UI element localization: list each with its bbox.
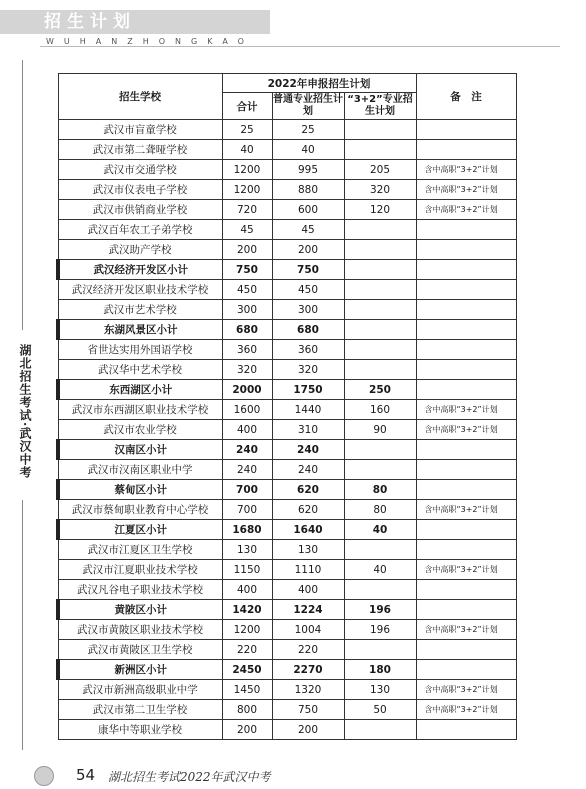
note-cell <box>416 720 516 740</box>
total-cell: 700 <box>222 500 272 520</box>
section-title: 招生计划 <box>44 12 136 32</box>
plan32-cell <box>344 460 416 480</box>
regular-cell: 450 <box>272 280 344 300</box>
header-note: 备 注 <box>416 74 516 120</box>
plan32-cell <box>344 220 416 240</box>
regular-cell: 200 <box>272 720 344 740</box>
total-cell: 240 <box>222 440 272 460</box>
note-cell: 含中高职“3+2”计划 <box>416 500 516 520</box>
table-row <box>58 640 516 660</box>
plan32-cell: 80 <box>344 500 416 520</box>
plan32-cell <box>344 580 416 600</box>
regular-cell: 130 <box>272 540 344 560</box>
header-divider <box>40 46 560 47</box>
total-cell: 200 <box>222 720 272 740</box>
regular-cell: 40 <box>272 140 344 160</box>
regular-cell: 360 <box>272 340 344 360</box>
table-row <box>58 280 516 300</box>
school-cell: 武汉市仪表电子学校 <box>58 180 222 200</box>
school-cell: 武汉市蔡甸职业教育中心学校 <box>58 500 222 520</box>
table-body <box>58 120 516 740</box>
plan32-cell <box>344 240 416 260</box>
table-row <box>58 520 516 540</box>
table-row <box>58 180 516 200</box>
school-cell: 武汉市艺术学校 <box>58 300 222 320</box>
school-cell: 蔡甸区小计 <box>58 480 222 500</box>
note-cell <box>416 540 516 560</box>
table-row <box>58 460 516 480</box>
regular-cell: 240 <box>272 460 344 480</box>
school-cell: 武汉华中艺术学校 <box>58 360 222 380</box>
school-cell: 武汉经济开发区职业技术学校 <box>58 280 222 300</box>
plan32-cell: 250 <box>344 380 416 400</box>
note-cell: 含中高职“3+2”计划 <box>416 200 516 220</box>
note-cell <box>416 600 516 620</box>
plan32-cell <box>344 120 416 140</box>
total-cell: 360 <box>222 340 272 360</box>
school-cell: 武汉市交通学校 <box>58 160 222 180</box>
header-32-plan: “3+2”专业招生计划 <box>344 93 416 120</box>
plan32-cell: 196 <box>344 600 416 620</box>
plan32-cell <box>344 280 416 300</box>
plan32-cell: 50 <box>344 700 416 720</box>
school-cell: 武汉市供销商业学校 <box>58 200 222 220</box>
total-cell: 300 <box>222 300 272 320</box>
note-cell <box>416 340 516 360</box>
regular-cell: 240 <box>272 440 344 460</box>
regular-cell: 620 <box>272 480 344 500</box>
total-cell: 1600 <box>222 400 272 420</box>
plan32-cell: 196 <box>344 620 416 640</box>
regular-cell: 1640 <box>272 520 344 540</box>
note-cell <box>416 320 516 340</box>
note-cell: 含中高职“3+2”计划 <box>416 180 516 200</box>
note-cell <box>416 220 516 240</box>
school-cell: 武汉市农业学校 <box>58 420 222 440</box>
side-caption: 湖北招生考试·武汉中考 <box>18 344 32 480</box>
table-row <box>58 480 516 500</box>
table-row <box>58 440 516 460</box>
plan32-cell: 180 <box>344 660 416 680</box>
school-cell: 武汉市新洲高级职业中学 <box>58 680 222 700</box>
plan32-cell <box>344 260 416 280</box>
note-cell <box>416 260 516 280</box>
total-cell: 1420 <box>222 600 272 620</box>
school-cell: 武汉市黄陂区卫生学校 <box>58 640 222 660</box>
regular-cell: 680 <box>272 320 344 340</box>
regular-cell: 25 <box>272 120 344 140</box>
table-row <box>58 200 516 220</box>
total-cell: 450 <box>222 280 272 300</box>
note-cell <box>416 480 516 500</box>
table-row <box>58 300 516 320</box>
note-cell <box>416 660 516 680</box>
note-cell: 含中高职“3+2”计划 <box>416 620 516 640</box>
regular-cell: 1004 <box>272 620 344 640</box>
total-cell: 1200 <box>222 620 272 640</box>
plan32-cell: 130 <box>344 680 416 700</box>
plan32-cell <box>344 340 416 360</box>
note-cell <box>416 300 516 320</box>
total-cell: 680 <box>222 320 272 340</box>
regular-cell: 1320 <box>272 680 344 700</box>
regular-cell: 300 <box>272 300 344 320</box>
school-cell: 江夏区小计 <box>58 520 222 540</box>
regular-cell: 400 <box>272 580 344 600</box>
regular-cell: 320 <box>272 360 344 380</box>
table-row <box>58 620 516 640</box>
table-row <box>58 140 516 160</box>
table-row <box>58 340 516 360</box>
table-row <box>58 260 516 280</box>
plan32-cell: 160 <box>344 400 416 420</box>
table-row <box>58 680 516 700</box>
total-cell: 320 <box>222 360 272 380</box>
total-cell: 720 <box>222 200 272 220</box>
note-cell <box>416 520 516 540</box>
total-cell: 220 <box>222 640 272 660</box>
school-cell: 武汉市黄陂区职业技术学校 <box>58 620 222 640</box>
school-cell: 武汉市第二聋哑学校 <box>58 140 222 160</box>
plan32-cell: 205 <box>344 160 416 180</box>
plan32-cell <box>344 140 416 160</box>
school-cell: 武汉助产学校 <box>58 240 222 260</box>
note-cell <box>416 360 516 380</box>
header-total: 合计 <box>222 93 272 120</box>
note-cell: 含中高职“3+2”计划 <box>416 560 516 580</box>
plan32-cell: 40 <box>344 560 416 580</box>
table-row <box>58 580 516 600</box>
school-cell: 新洲区小计 <box>58 660 222 680</box>
regular-cell: 600 <box>272 200 344 220</box>
table-row <box>58 120 516 140</box>
plan32-cell <box>344 320 416 340</box>
footer-logo-icon <box>34 766 54 786</box>
total-cell: 2000 <box>222 380 272 400</box>
regular-cell: 200 <box>272 240 344 260</box>
table-row <box>58 220 516 240</box>
plan32-cell <box>344 540 416 560</box>
school-cell: 武汉百年农工子弟学校 <box>58 220 222 240</box>
plan32-cell <box>344 640 416 660</box>
total-cell: 130 <box>222 540 272 560</box>
plan32-cell: 90 <box>344 420 416 440</box>
total-cell: 1200 <box>222 160 272 180</box>
header-plan-2022: 2022年申报招生计划 <box>222 74 416 93</box>
school-cell: 武汉凡谷电子职业技术学校 <box>58 580 222 600</box>
regular-cell: 1224 <box>272 600 344 620</box>
plan32-cell: 40 <box>344 520 416 540</box>
total-cell: 750 <box>222 260 272 280</box>
regular-cell: 880 <box>272 180 344 200</box>
total-cell: 700 <box>222 480 272 500</box>
school-cell: 黄陂区小计 <box>58 600 222 620</box>
regular-cell: 750 <box>272 260 344 280</box>
side-divider-bottom <box>22 500 23 750</box>
table-row <box>58 720 516 740</box>
plan32-cell <box>344 440 416 460</box>
table-row <box>58 400 516 420</box>
plan32-cell <box>344 360 416 380</box>
note-cell: 含中高职“3+2”计划 <box>416 700 516 720</box>
total-cell: 1680 <box>222 520 272 540</box>
note-cell: 含中高职“3+2”计划 <box>416 420 516 440</box>
school-cell: 东湖风景区小计 <box>58 320 222 340</box>
total-cell: 40 <box>222 140 272 160</box>
school-cell: 康华中等职业学校 <box>58 720 222 740</box>
note-cell <box>416 280 516 300</box>
total-cell: 800 <box>222 700 272 720</box>
plan32-cell <box>344 300 416 320</box>
table-row <box>58 420 516 440</box>
note-cell <box>416 440 516 460</box>
table-row <box>58 540 516 560</box>
note-cell: 含中高职“3+2”计划 <box>416 680 516 700</box>
plan32-cell: 320 <box>344 180 416 200</box>
school-cell: 武汉市江夏职业技术学校 <box>58 560 222 580</box>
table-row <box>58 500 516 520</box>
plan32-cell <box>344 720 416 740</box>
table-row <box>58 320 516 340</box>
note-cell <box>416 120 516 140</box>
plan32-cell: 80 <box>344 480 416 500</box>
enrollment-plan-table <box>56 73 517 740</box>
header-school: 招生学校 <box>58 74 222 120</box>
regular-cell: 1440 <box>272 400 344 420</box>
regular-cell: 2270 <box>272 660 344 680</box>
school-cell: 武汉经济开发区小计 <box>58 260 222 280</box>
regular-cell: 995 <box>272 160 344 180</box>
note-cell: 含中高职“3+2”计划 <box>416 160 516 180</box>
total-cell: 400 <box>222 420 272 440</box>
total-cell: 2450 <box>222 660 272 680</box>
note-cell <box>416 140 516 160</box>
school-cell: 省世达实用外国语学校 <box>58 340 222 360</box>
total-cell: 1450 <box>222 680 272 700</box>
table-row <box>58 360 516 380</box>
regular-cell: 220 <box>272 640 344 660</box>
note-cell <box>416 580 516 600</box>
total-cell: 400 <box>222 580 272 600</box>
total-cell: 1200 <box>222 180 272 200</box>
table-row <box>58 560 516 580</box>
regular-cell: 310 <box>272 420 344 440</box>
note-cell <box>416 380 516 400</box>
note-cell: 含中高职“3+2”计划 <box>416 400 516 420</box>
table-row <box>58 600 516 620</box>
note-cell <box>416 240 516 260</box>
total-cell: 200 <box>222 240 272 260</box>
school-cell: 武汉市江夏区卫生学校 <box>58 540 222 560</box>
table-row <box>58 160 516 180</box>
table-row <box>58 660 516 680</box>
note-cell <box>416 460 516 480</box>
header-regular-plan: 普通专业招生计划 <box>272 93 344 120</box>
table-row <box>58 240 516 260</box>
plan32-cell: 120 <box>344 200 416 220</box>
total-cell: 240 <box>222 460 272 480</box>
total-cell: 25 <box>222 120 272 140</box>
regular-cell: 1110 <box>272 560 344 580</box>
regular-cell: 620 <box>272 500 344 520</box>
note-cell <box>416 640 516 660</box>
school-cell: 武汉市汉南区职业中学 <box>58 460 222 480</box>
school-cell: 东西湖区小计 <box>58 380 222 400</box>
side-divider-top <box>22 60 23 330</box>
regular-cell: 1750 <box>272 380 344 400</box>
footer-text: 湖北招生考试2022年武汉中考 <box>108 770 271 784</box>
table-row <box>58 700 516 720</box>
total-cell: 1150 <box>222 560 272 580</box>
section-subtitle: WUHANZHONGKAO <box>46 37 254 46</box>
regular-cell: 45 <box>272 220 344 240</box>
table-row <box>58 380 516 400</box>
school-cell: 武汉市盲童学校 <box>58 120 222 140</box>
school-cell: 汉南区小计 <box>58 440 222 460</box>
page-number: 54 <box>76 766 96 784</box>
school-cell: 武汉市第二卫生学校 <box>58 700 222 720</box>
total-cell: 45 <box>222 220 272 240</box>
regular-cell: 750 <box>272 700 344 720</box>
school-cell: 武汉市东西湖区职业技术学校 <box>58 400 222 420</box>
